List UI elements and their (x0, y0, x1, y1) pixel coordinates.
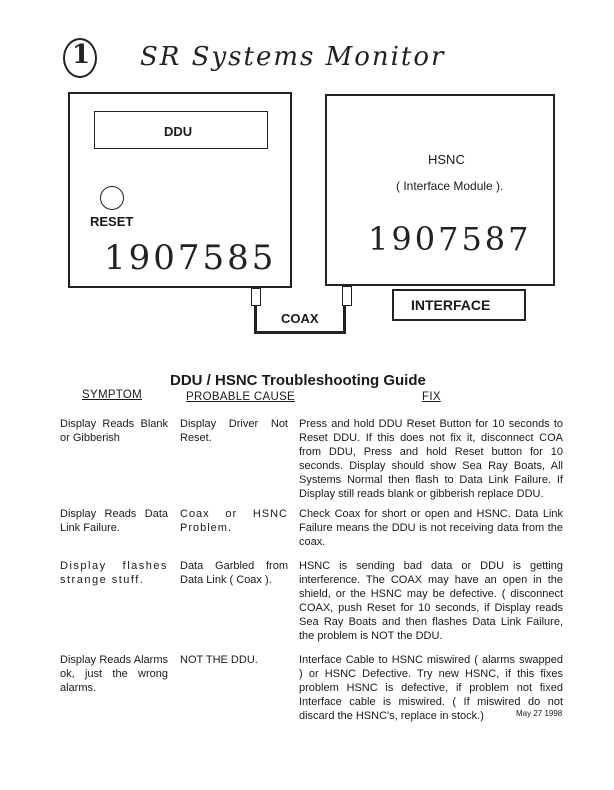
row-1-symptom: Display Reads Blank or Gibberish (60, 418, 168, 444)
column-header-symptom: SYMPTOM (82, 389, 143, 401)
row-4-cause: NOT THE DDU. (180, 654, 258, 666)
hsnc-part-number: 1907587 (368, 220, 532, 258)
hsnc-coax-connector (342, 286, 352, 306)
hsnc-label: HSNC (428, 152, 465, 167)
guide-title: DDU / HSNC Troubleshooting Guide (170, 372, 426, 389)
reset-button-icon (100, 186, 124, 210)
page-title: SR Systems Monitor (140, 42, 446, 72)
row-2-symptom: Display Reads Data Link Failure. (60, 508, 168, 534)
ddu-part-number: 1907585 (104, 238, 277, 278)
column-header-probable-cause: PROBABLE CAUSE (186, 391, 296, 403)
row-4-fix: Interface Cable to HSNC miswired ( alarms swapped ) or HSNC Defective. Try new HSNC, if this fixes problem HSNC is defective, if problem not fixed Interface cable is miswired. ( If miswired do not discard the HSNC's, replace in stock.) (299, 654, 563, 722)
document-date: May 27 1998 (516, 709, 563, 718)
column-header-fix: FIX (422, 391, 441, 403)
row-1-cause: Display Driver Not Reset. (180, 418, 288, 444)
interface-label: INTERFACE (411, 297, 491, 313)
row-3-cause: Data Garbled from Data Link ( Coax ). (180, 560, 288, 586)
ddu-coax-connector (251, 288, 261, 306)
reset-label: RESET (90, 214, 134, 229)
row-4-symptom: Display Reads Alarms ok, just the wrong alarms. (60, 654, 168, 694)
header-number: 1 (72, 40, 91, 70)
row-3-symptom: Display flashes strange stuff. (60, 560, 168, 586)
row-3-fix: HSNC is sending bad data or DDU is getting interference. The COAX may have an open in the shield, or the HSNC may be defective. ( disconnect COAX, push Reset for 10 seconds, if Display reads Sea Ray Boats and then flashes Data Link Failure, the problem is NOT the DDU. (299, 560, 563, 642)
coax-label: COAX (281, 311, 319, 326)
hsnc-subtitle: ( Interface Module ). (396, 179, 504, 193)
row-2-cause: Coax or HSNC Problem. (180, 508, 288, 534)
ddu-label: DDU (164, 124, 193, 139)
row-1-fix: Press and hold DDU Reset Button for 10 seconds to Reset DDU. If this does not fix it, disconnect COA from DDU, Press and hold Reset button for 10 seconds. Display should show Sea Ray Boats, All Systems Normal then flash to Data Link Failure. If Display still reads blank or gibberish replace DDU. (299, 418, 563, 500)
row-2-fix: Check Coax for short or open and HSNC. Data Link Failure means the DDU is not receiving data from the coax. (299, 508, 563, 548)
